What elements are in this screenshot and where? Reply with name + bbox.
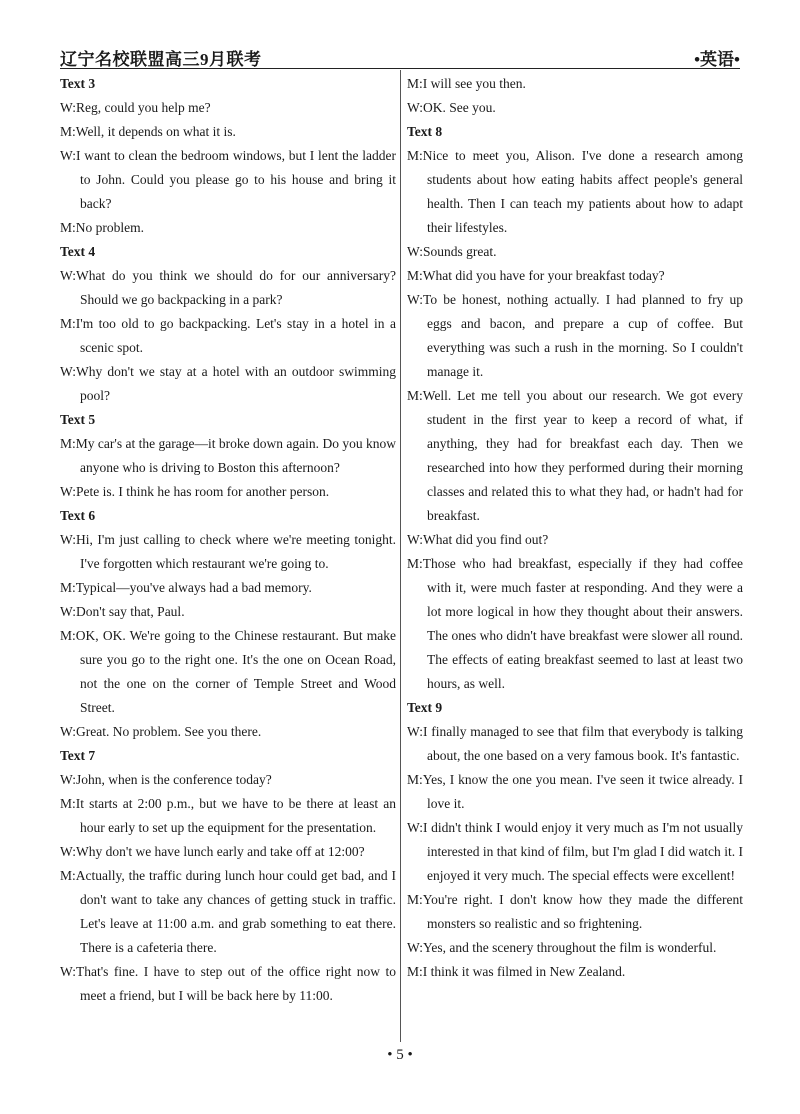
dialogue-text: Sounds great.: [423, 244, 497, 259]
dialogue-text: Yes, and the scenery throughout the film is wonderful.: [423, 940, 717, 955]
dialogue-line: W:Yes, and the scenery throughout the film is wonderful.: [407, 940, 717, 955]
speaker-label: W: [60, 364, 73, 379]
speaker-label: M: [407, 388, 420, 403]
section-title: Text 5: [60, 412, 96, 427]
speaker-label: M: [60, 316, 73, 331]
dialogue-text: I'm too old to go backpacking. Let's stay in a hotel in a scenic spot.: [75, 316, 396, 355]
column-divider: [400, 70, 401, 1042]
speaker-label: M: [407, 268, 420, 283]
speaker-label: W: [60, 268, 73, 283]
speaker-label: W: [407, 724, 420, 739]
exam-title: 辽宁名校联盟高三9月联考: [60, 50, 262, 69]
dialogue-text: John, when is the conference today?: [76, 772, 272, 787]
dialogue-text: Actually, the traffic during lunch hour could get bad, and I don't want to take any chances of getting stuck in traffic. Let's leave at 11:00 a.m. and grab something to eat there. There is a cafeteria there.: [75, 868, 396, 955]
dialogue-line: W:To be honest, nothing actually. I had planned to fry up eggs and bacon, and prepare a cup of coffee. But everything was such a rush in the morning. So I couldn't manage it.: [407, 292, 743, 379]
dialogue-line: M:Nice to meet you, Alison. I've done a research among students about how eating habits affect people's general health. Then I can teach my patients about how to adapt their lifestyles.: [407, 148, 743, 235]
dialogue-text: Typical—you've always had a bad memory.: [75, 580, 312, 595]
dialogue-line: W:Reg, could you help me?: [60, 100, 211, 115]
dialogue-text: What did you find out?: [423, 532, 549, 547]
dialogue-text: I didn't think I would enjoy it very much as I'm not usually interested in that kind of film, but I'm glad I did watch it. I enjoyed it very much. The special effects were excellent!: [423, 820, 743, 883]
dialogue-text: What did you have for your breakfast today?: [422, 268, 665, 283]
dialogue-line: W:John, when is the conference today?: [60, 772, 272, 787]
dialogue-line: M:What did you have for your breakfast today?: [407, 268, 665, 283]
speaker-label: W: [60, 148, 73, 163]
speaker-label: W: [60, 844, 73, 859]
dialogue-text: Don't say that, Paul.: [76, 604, 185, 619]
dialogue-line: M:Well, it depends on what it is.: [60, 124, 236, 139]
speaker-label: W: [407, 292, 420, 307]
dialogue-line: W:Don't say that, Paul.: [60, 604, 185, 619]
dialogue-line: M:Those who had breakfast, especially if they had coffee with it, were much faster at responding. And they were a lot more logical in how they thought about their answers. The ones who didn't have breakfast were slower all round. The effects of eating breakfast seemed to last at least two hours, as well.: [407, 556, 743, 691]
dialogue-line: W:I finally managed to see that film that everybody is talking about, the one based on a very famous book. It's fantastic.: [407, 724, 743, 763]
dialogue-text: My car's at the garage—it broke down again. Do you know anyone who is driving to Boston this afternoon?: [75, 436, 396, 475]
dialogue-text: Why don't we have lunch early and take off at 12:00?: [76, 844, 365, 859]
speaker-label: M: [407, 892, 420, 907]
dialogue-text: No problem.: [75, 220, 145, 235]
speaker-label: W: [407, 820, 420, 835]
dialogue-line: M:Well. Let me tell you about our research. We got every student in the first year to keep a record of what, if anything, they had for breakfast each day. Then we researched into how they performed during their morning classes and related this to what they had, or hadn't had for breakfast.: [407, 388, 743, 523]
dialogue-line: M:No problem.: [60, 220, 145, 235]
speaker-label: W: [60, 964, 73, 979]
section-title: Text 7: [60, 748, 96, 763]
dialogue-line: W:What do you think we should do for our anniversary? Should we go backpacking in a park?: [60, 268, 396, 307]
section-title: Text 9: [407, 700, 443, 715]
dialogue-line: W:Why don't we have lunch early and take off at 12:00?: [60, 844, 365, 859]
speaker-label: W: [60, 724, 73, 739]
left-column: [60, 72, 396, 1008]
section-title: Text 6: [60, 508, 96, 523]
dialogue-text: What do you think we should do for our anniversary? Should we go backpacking in a park?: [76, 268, 396, 307]
dialogue-line: M:Actually, the traffic during lunch hour could get bad, and I don't want to take any chances of getting stuck in traffic. Let's leave at 11:00 a.m. and grab something to eat there. There is a cafeteria there.: [60, 868, 396, 955]
dialogue-text: Well, it depends on what it is.: [75, 124, 236, 139]
section-title: Text 3: [60, 76, 96, 91]
dialogue-text: Hi, I'm just calling to check where we're meeting tonight. I've forgotten which restaurant we're going to.: [76, 532, 396, 571]
dialogue-text: Yes, I know the one you mean. I've seen it twice already. I love it.: [422, 772, 743, 811]
dialogue-text: Pete is. I think he has room for another person.: [76, 484, 330, 499]
dialogue-text: I think it was filmed in New Zealand.: [422, 964, 626, 979]
dialogue-text: Nice to meet you, Alison. I've done a research among students about how eating habits affect people's general health. Then I can teach my patients about how to adapt their lifestyles.: [422, 148, 743, 235]
page-number: • 5 •: [387, 1047, 413, 1063]
speaker-label: W: [60, 532, 73, 547]
subject-label: •英语•: [694, 50, 740, 69]
dialogue-line: M:Yes, I know the one you mean. I've seen it twice already. I love it.: [407, 772, 743, 811]
dialogue-line: M:You're right. I don't know how they made the different monsters so realistic and so frightening.: [407, 892, 743, 931]
dialogue-line: W:Hi, I'm just calling to check where we're meeting tonight. I've forgotten which restaurant we're going to.: [60, 532, 396, 571]
dialogue-text: OK. See you.: [423, 100, 496, 115]
speaker-label: M: [407, 148, 420, 163]
dialogue-line: W:I want to clean the bedroom windows, but I lent the ladder to John. Could you please go to his house and bring it back?: [60, 148, 396, 211]
speaker-label: M: [407, 772, 420, 787]
dialogue-line: W:Pete is. I think he has room for another person.: [60, 484, 330, 499]
dialogue-line: M:I'm too old to go backpacking. Let's stay in a hotel in a scenic spot.: [60, 316, 396, 355]
speaker-label: M: [60, 868, 73, 883]
speaker-label: M: [407, 76, 420, 91]
dialogue-line: M:My car's at the garage—it broke down again. Do you know anyone who is driving to Boston this afternoon?: [60, 436, 396, 475]
speaker-label: M: [60, 124, 73, 139]
speaker-label: M: [407, 964, 420, 979]
speaker-label: M: [60, 628, 73, 643]
section-title: Text 4: [60, 244, 96, 259]
dialogue-line: W:OK. See you.: [407, 100, 496, 115]
speaker-label: W: [407, 100, 420, 115]
speaker-label: M: [60, 220, 73, 235]
speaker-label: W: [60, 772, 73, 787]
dialogue-text: I finally managed to see that film that everybody is talking about, the one based on a very famous book. It's fantastic.: [423, 724, 743, 763]
dialogue-text: That's fine. I have to step out of the office right now to meet a friend, but I will be back here by 11:00.: [76, 964, 396, 1003]
speaker-label: W: [407, 244, 420, 259]
dialogue-line: W:I didn't think I would enjoy it very much as I'm not usually interested in that kind of film, but I'm glad I did watch it. I enjoyed it very much. The special effects were excellent!: [407, 820, 743, 883]
dialogue-line: W:What did you find out?: [407, 532, 549, 547]
dialogue-line: W:Why don't we stay at a hotel with an outdoor swimming pool?: [60, 364, 396, 403]
dialogue-line: M:Typical—you've always had a bad memory.: [60, 580, 312, 595]
dialogue-text: Great. No problem. See you there.: [76, 724, 262, 739]
dialogue-line: W:That's fine. I have to step out of the office right now to meet a friend, but I will be back here by 11:00.: [60, 964, 396, 1003]
dialogue-text: Those who had breakfast, especially if they had coffee with it, were much faster at responding. And they were a lot more logical in how they thought about their answers. The ones who didn't have breakfast were slower all round. The effects of eating breakfast seemed to last at least two hours, as well.: [422, 556, 743, 691]
dialogue-line: W:Great. No problem. See you there.: [60, 724, 262, 739]
dialogue-text: OK, OK. We're going to the Chinese restaurant. But make sure you go to the right one. It's the one on Ocean Road, not the one on the corner of Temple Street and Wood Street.: [75, 628, 396, 715]
speaker-label: W: [60, 484, 73, 499]
dialogue-text: You're right. I don't know how they made the different monsters so realistic and so frightening.: [422, 892, 743, 931]
dialogue-text: To be honest, nothing actually. I had planned to fry up eggs and bacon, and prepare a cup of coffee. But everything was such a rush in the morning. So I couldn't manage it.: [423, 292, 743, 379]
dialogue-line: M:It starts at 2:00 p.m., but we have to be there at least an hour early to set up the equipment for the presentation.: [60, 796, 396, 835]
speaker-label: W: [407, 532, 420, 547]
speaker-label: W: [60, 100, 73, 115]
speaker-label: W: [60, 604, 73, 619]
speaker-label: M: [60, 436, 73, 451]
section-title: Text 8: [407, 124, 443, 139]
dialogue-text: Why don't we stay at a hotel with an outdoor swimming pool?: [76, 364, 396, 403]
speaker-label: M: [60, 580, 73, 595]
speaker-label: M: [60, 796, 73, 811]
dialogue-text: I want to clean the bedroom windows, but I lent the ladder to John. Could you please go to his house and bring it back?: [76, 148, 396, 211]
dialogue-line: M:OK, OK. We're going to the Chinese restaurant. But make sure you go to the right one. It's the one on Ocean Road, not the one on the corner of Temple Street and Wood Street.: [60, 628, 396, 715]
dialogue-line: W:Sounds great.: [407, 244, 497, 259]
page-header: [60, 40, 740, 69]
right-column: [407, 72, 743, 984]
speaker-label: W: [407, 940, 420, 955]
dialogue-line: M:I think it was filmed in New Zealand.: [407, 964, 626, 979]
dialogue-text: Reg, could you help me?: [76, 100, 211, 115]
dialogue-text: It starts at 2:00 p.m., but we have to be there at least an hour early to set up the equipment for the presentation.: [75, 796, 396, 835]
dialogue-line: M:I will see you then.: [407, 76, 526, 91]
speaker-label: M: [407, 556, 420, 571]
dialogue-text: I will see you then.: [422, 76, 526, 91]
dialogue-text: Well. Let me tell you about our research. We got every student in the first year to keep a record of what, if anything, they had for breakfast each day. Then we researched into how they performed during their morning classes and related this to what they had, or hadn't had for breakfast.: [422, 388, 743, 523]
